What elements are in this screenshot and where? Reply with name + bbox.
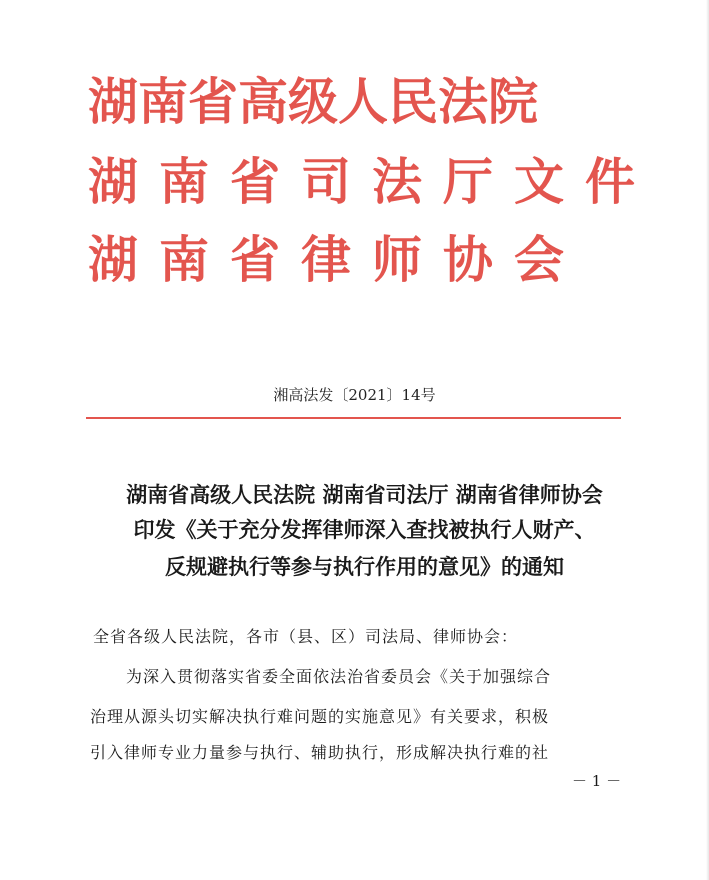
salutation: 全省各级人民法院，各市（县、区）司法局、律师协会： xyxy=(93,627,519,646)
page-number: － 1 － xyxy=(572,772,622,790)
document-number: 湘高法发〔2021〕14号 xyxy=(273,386,436,404)
body-text-line-1: 为深入贯彻落实省委全面依法治省委员会《关于加强综合 xyxy=(126,667,552,686)
document-title-line-1: 湖南省高级人民法院 湖南省司法厅 湖南省律师协会 xyxy=(126,482,603,507)
document-title-line-2: 印发《关于充分发挥律师深入查找被执行人财产、 xyxy=(133,517,596,542)
issuer-header-line-3: 湖南省律师协会 xyxy=(88,231,585,289)
issuer-header-line-1: 湖南省高级人民法院 xyxy=(88,73,538,131)
body-text-line-3: 引入律师专业力量参与执行、辅助执行，形成解决执行难的社 xyxy=(90,743,550,762)
red-separator-line xyxy=(86,417,621,419)
body-text-line-2: 治理从源头切实解决执行难问题的实施意见》有关要求，积极 xyxy=(90,707,550,726)
issuer-header-line-2: 湖南省司法厅文件 xyxy=(88,153,656,211)
document-title-line-3: 反规避执行等参与执行作用的意见》的通知 xyxy=(165,554,564,579)
